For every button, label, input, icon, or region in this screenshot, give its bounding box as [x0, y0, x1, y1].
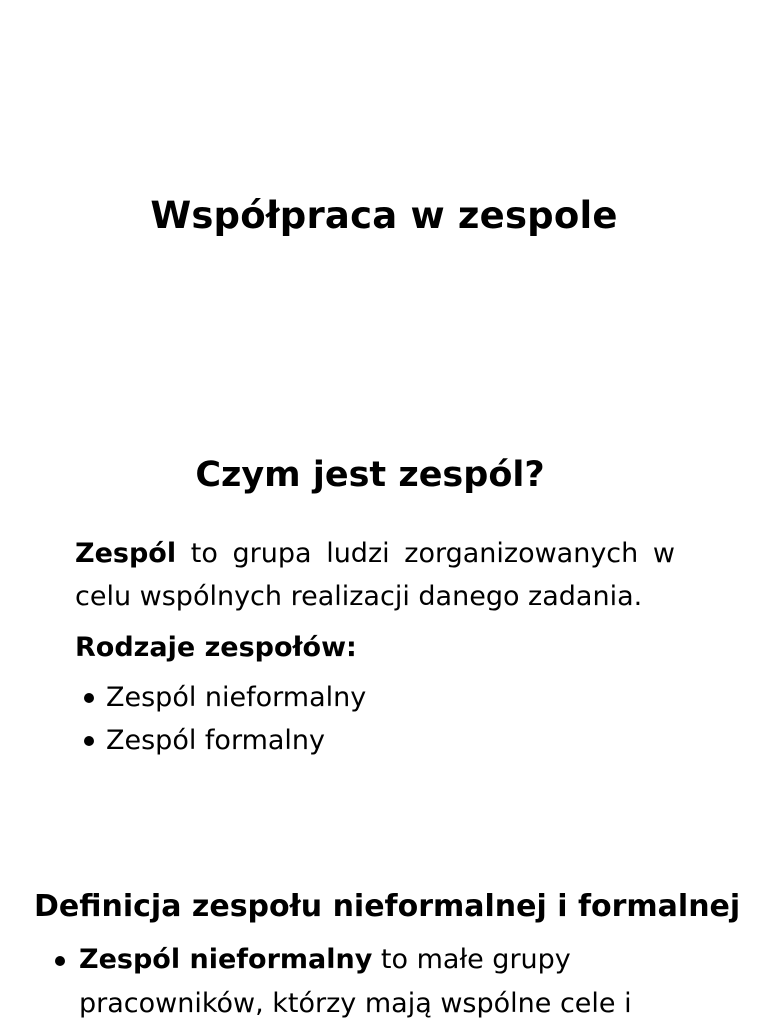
bullet-icon [84, 736, 94, 746]
list-item-label: Zespól nieformalny [106, 682, 367, 713]
slide-title: Współpraca w zespole [150, 194, 618, 237]
bullet-icon [55, 956, 65, 966]
list-item [75, 719, 366, 762]
types-heading: Rodzaje zespołów: [75, 632, 357, 663]
types-list [75, 676, 366, 762]
definitions-heading: Definicja zespołu nieformalnej i formalnej [34, 889, 741, 924]
definition-text: to grupa ludzi zorganizowanych w celu wspólnych realizacji danego zadania. [75, 538, 675, 612]
section-heading: Czym jest zespól? [195, 455, 545, 495]
definition-term: Zespól [75, 538, 177, 569]
definition-item-text: to małe grupy pracowników, którzy mają wspólne cele i [79, 944, 632, 1019]
list-item [75, 676, 366, 719]
bullet-icon [84, 693, 94, 703]
definitions-list [55, 938, 695, 1026]
definition-item-term: Zespól nieformalny [79, 944, 373, 975]
list-item [55, 938, 695, 1026]
list-item-label: Zespól formalny [106, 725, 326, 756]
definition-paragraph [75, 532, 675, 618]
